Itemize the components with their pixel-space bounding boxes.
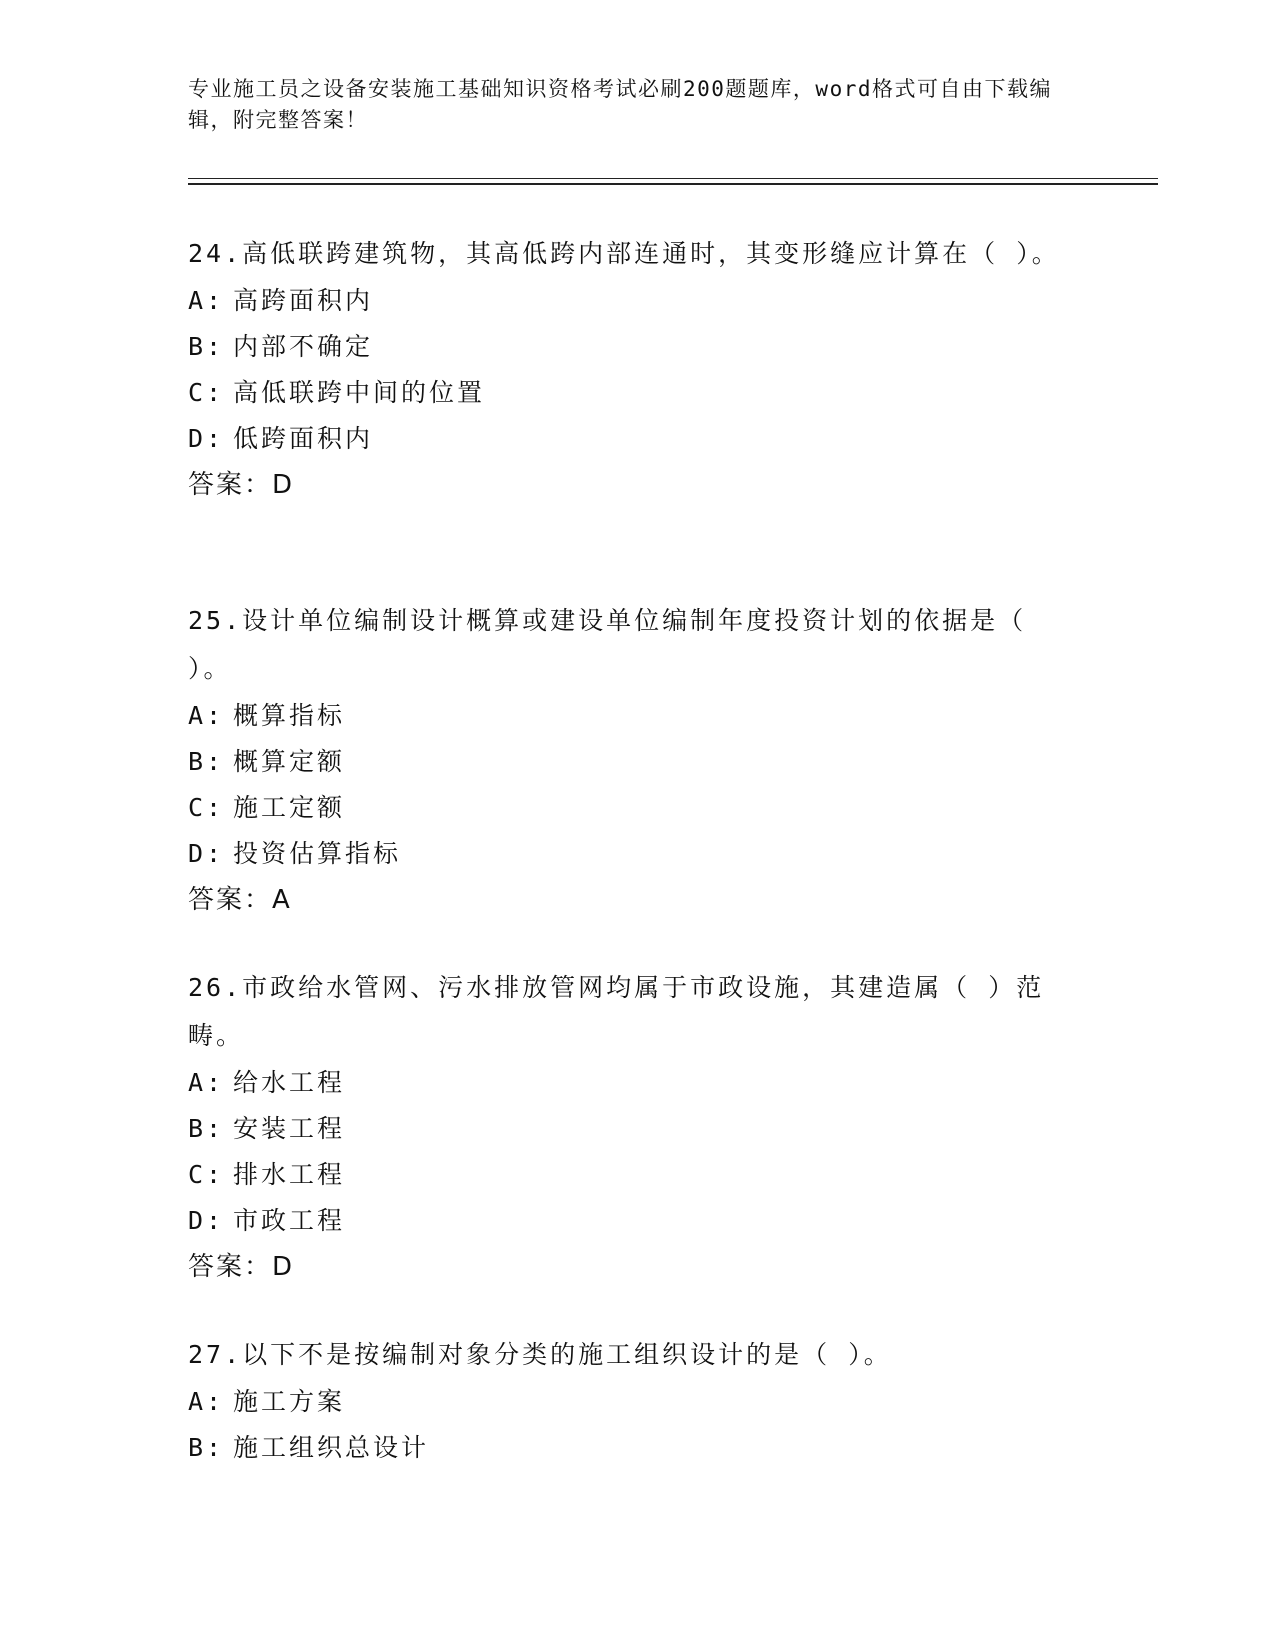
- option-c: [188, 1152, 1068, 1198]
- option-letter: A:: [188, 701, 225, 730]
- question-stem: 25.设计单位编制设计概算或建设单位编制年度投资计划的依据是（ ）。: [188, 606, 1027, 683]
- option-b: [188, 739, 1068, 785]
- option-c: [188, 785, 1068, 831]
- option-d: [188, 1198, 1068, 1244]
- option-text: 市政工程: [233, 1206, 346, 1235]
- answer-line: 答案：A: [188, 885, 292, 915]
- option-text: 概算指标: [233, 701, 346, 730]
- answer-line: 答案：D: [188, 1252, 295, 1282]
- option-letter: A:: [188, 1068, 225, 1097]
- option-letter: C:: [188, 1160, 225, 1189]
- option-letter: C:: [188, 793, 225, 822]
- option-text: 安装工程: [233, 1114, 346, 1143]
- question-stem: 24.高低联跨建筑物，其高低跨内部连通时，其变形缝应计算在（ ）。: [188, 239, 1060, 268]
- option-text: 给水工程: [233, 1068, 346, 1097]
- option-letter: D:: [188, 424, 225, 453]
- option-text: 概算定额: [233, 747, 346, 776]
- option-a: [188, 278, 1068, 324]
- header-divider-bottom: [188, 183, 1158, 185]
- option-letter: B:: [188, 1433, 225, 1462]
- option-text: 内部不确定: [233, 332, 374, 361]
- option-text: 高跨面积内: [233, 286, 374, 315]
- question-26: [188, 964, 1068, 1290]
- option-a: [188, 693, 1068, 739]
- option-a: [188, 1060, 1068, 1106]
- answer-line: 答案：D: [188, 470, 295, 500]
- document-header: 专业施工员之设备安装施工基础知识资格考试必刷200题题库，word格式可自由下载编辑，附完整答案！: [188, 77, 1052, 132]
- question-24: [188, 230, 1068, 508]
- question-25: [188, 597, 1068, 923]
- option-letter: B:: [188, 747, 225, 776]
- option-text: 投资估算指标: [233, 839, 402, 868]
- option-c: [188, 370, 1068, 416]
- option-letter: B:: [188, 332, 225, 361]
- option-text: 施工组织总设计: [233, 1433, 430, 1462]
- option-a: [188, 1379, 1068, 1425]
- option-b: [188, 1425, 1068, 1471]
- option-text: 高低联跨中间的位置: [233, 378, 486, 407]
- option-b: [188, 324, 1068, 370]
- option-text: 排水工程: [233, 1160, 346, 1189]
- question-stem: 27.以下不是按编制对象分类的施工组织设计的是（ ）。: [188, 1340, 892, 1369]
- option-d: [188, 831, 1068, 877]
- option-letter: B:: [188, 1114, 225, 1143]
- question-27: [188, 1331, 1068, 1471]
- option-letter: D:: [188, 1206, 225, 1235]
- option-d: [188, 416, 1068, 462]
- option-letter: C:: [188, 378, 225, 407]
- option-letter: A:: [188, 1387, 225, 1416]
- header-divider-top: [188, 178, 1158, 179]
- option-text: 施工方案: [233, 1387, 346, 1416]
- option-letter: D:: [188, 839, 225, 868]
- option-text: 施工定额: [233, 793, 346, 822]
- option-letter: A:: [188, 286, 225, 315]
- option-b: [188, 1106, 1068, 1152]
- question-stem: 26.市政给水管网、污水排放管网均属于市政设施，其建造属（ ）范畴。: [188, 973, 1045, 1050]
- option-text: 低跨面积内: [233, 424, 374, 453]
